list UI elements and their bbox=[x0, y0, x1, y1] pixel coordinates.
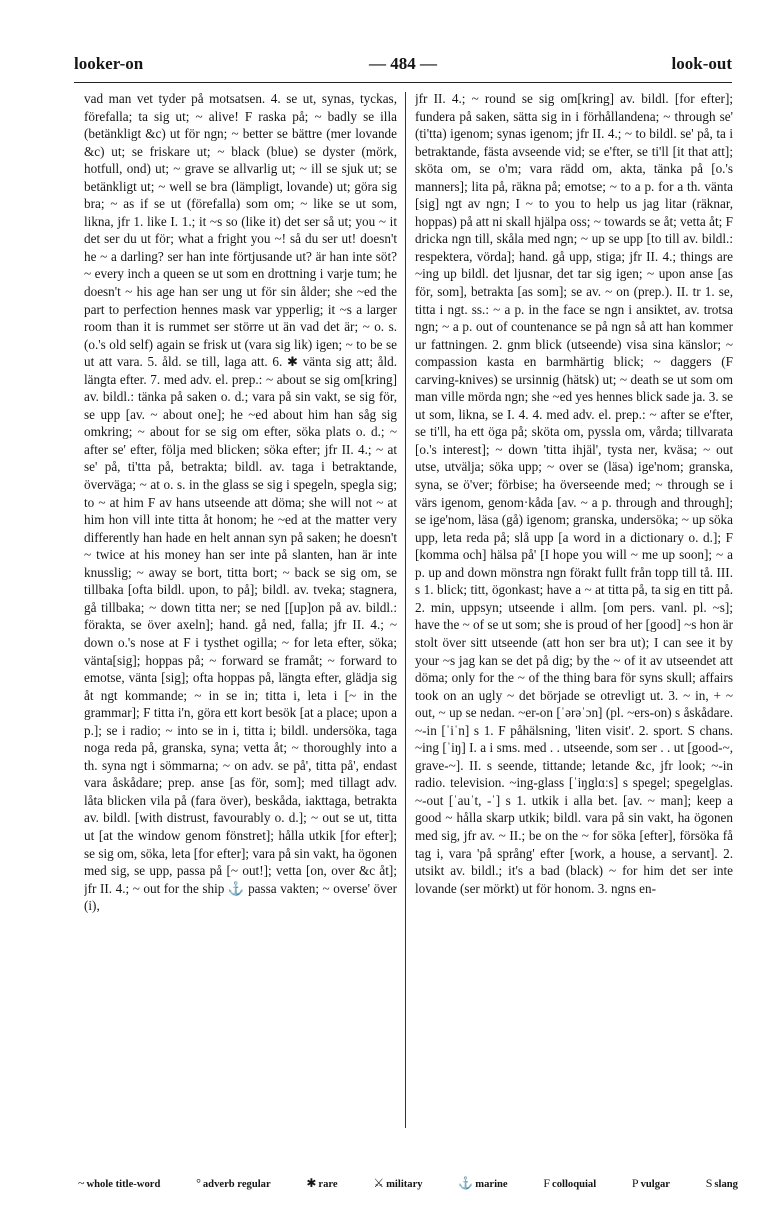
letter-p-icon: P bbox=[631, 1176, 639, 1190]
legend-label: slang bbox=[714, 1179, 738, 1190]
legend-item bbox=[458, 1176, 507, 1191]
tilde-icon: ~ bbox=[78, 1176, 85, 1190]
left-guide-word: looker-on bbox=[74, 54, 144, 73]
legend-label: military bbox=[386, 1179, 423, 1190]
legend-label: colloquial bbox=[552, 1179, 597, 1190]
legend-label: vulgar bbox=[640, 1179, 670, 1190]
legend-item bbox=[373, 1176, 422, 1191]
legend-item bbox=[632, 1176, 670, 1191]
legend-label: rare bbox=[318, 1179, 338, 1190]
degree-icon: ° bbox=[196, 1176, 201, 1190]
legend-label: marine bbox=[475, 1179, 508, 1190]
crossed-swords-icon: ⚔ bbox=[373, 1176, 385, 1190]
letter-s-icon: S bbox=[705, 1176, 713, 1190]
anchor-icon: ⚓ bbox=[458, 1176, 474, 1190]
legend-item bbox=[706, 1176, 738, 1191]
page-number: — 484 — bbox=[369, 54, 437, 73]
page-header bbox=[74, 54, 732, 82]
legend-item bbox=[196, 1176, 271, 1191]
legend-label: whole title-word bbox=[86, 1179, 161, 1190]
legend-item bbox=[306, 1176, 337, 1191]
right-column-text: jfr II. 4.; ~ round se sig om[kring] av. bildl. [for efter]; fundera på saken, sätta sig in i förhållandena; ~ through se' (ti'tta) igenom; synas igenom; jfr II. 4.; ~ to bildl. se' på, ta i betraktande, fästa avseende vid; se e'fter, se ti'll [it that att]; sköta om, se o'm; vara rädd om, akta, tänka på [o.'s manners]; lita på, räkna på; emotse; ~ to a p. for a th. vänta [sig] ngt av ngn; I ~ to you to help us jag litar (räknar, hoppas) på att ni skall hjälpa oss; ~ towards se åt; vetta åt; F dricka ngn till, skåla med ngn; ~ up se upp [to till av. bildl.: respektera, vörda]; hand. gå upp, stiga; jfr II. 4.; things are ~ing up bildl. det ljusnar, det tar sig igen; ~ upon anse [as för, som], betrakta [as som]; se av. ~ on (prep.). II. tr 1. se, titta i ngt. ss.: ~ a p. in the face se ngn i ansiktet, av. trotsa ngn; ~ a p. out of countenance se på ngn så att han kommer ur fattningen. 2. gnm blick (utseende) visa sina känslor; ~ compassion kasta en barmhärtig blick; ~ daggers (F carving-knives) se ursinnig (hätsk) ut; ~ death se ut som om man ville mörda ngn; she ~ed yes hennes blick sade ja. 3. se ut som, likna, se I. 4. 4. med adv. el. prep.: ~ after se e'fter, se ti'll, ha ett öga på; sköta om, pyssla om, vårda; tillvarata [o.'s interest]; ~ down 'titta ihjäl', tysta ner, kväsa; ~ out utse, utvälja; söka upp; ~ over se (läsa) ige'nom; granska, syna, se ö'ver; förbise; ha överseende med; ~ through se i värs igenom, genom·kåda [av. ~ a p. through and through]; se ige'nom, läsa (gå) igenom; granska, undersöka; ~ up söka upp, leta reda på; slå upp [a word in a dictionary o. d.]; F [komma och] hälsa på' [I hope you will ~ me up soon]; ~ a p. up and down mönstra ngn förakt fullt från topp till tå. III. s 1. blick; titt, ögonkast; have a ~ at titta på, ta sig en titt på. 2. min, uppsyn; utseende i allm. [om pers. vanl. pl. ~s]; have the ~ of se ut som; she is proud of her [good] ~s hon är stolt över sitt utseende (att hon ser bra ut); I can see it by your ~s jag kan se det på dig; by the ~ of it av utseendet att döma; only for the ~ of the thing bara för syns skull; affairs took on an ugly ~ det började se otrevligt ut. 3. ~ in, + ~ out, ~ up se nedan. ~er-on [ˈərəˈɔn] (pl. ~ers-on) s åskådare. ~-in [ˈiˈn] s 1. F påhälsning, 'liten visit'. 2. sport. S chans. ~ing [ˈiŋ] I. a i sms. med . . utseende, som ser . . ut [good-~, grave-~]. II. s seende, tittande; letande &c, jfr look; ~-in radio. television. ~ing-glass [ˈiŋglɑːs] s spegel; spegelglas. ~-out [ˈauˈt, -ˈ] s 1. utkik i alla bet. [av. ~ man]; keep a good ~ hålla skarp utkik; bildl. vara på sin vakt, ha ögonen med sig, jfr av. ~ II.; be on the ~ for söka [efter], försöka få tag i, vara 'på språng' efter [work, a house, a servant]. 2. utsikt av. bildl.; it's a bad (black) ~ for him det ser inte lovande (ser mörkt) ut för honom. 3. ngns en- bbox=[415, 91, 733, 896]
asterisk-icon: ✱ bbox=[306, 1176, 317, 1190]
column-divider bbox=[405, 92, 406, 1128]
left-column-text: vad man vet tyder på motsatsen. 4. se ut, synas, tyckas, förefalla; ta sig ut; ~ alive! F raska på; ~ badly se illa (betänkligt &c) ut för ngn; ~ better se bättre (mer lovande &c) ut; se friskare ut; ~ black (blue) se dyster (mörk, hotfull, ond) ut; ~ grave se allvarlig ut; ~ ill se sjuk ut; se betänkligt ut; ~ well se bra (lämpligt, lovande) ut; göra sig bra; ~ as if se ut (förefalla) som om; ~ like se ut som, likna, jfr 1. like I. 1.; it ~s so (like it) det ser så ut; you ~ it det ser du ut för; what a fright you ~! så du ser ut! doesn't he ~ a darling? ser han inte förtjusande ut? är han inte söt? ~ every inch a queen se ut som en drottning i varje tum; he doesn't ~ his age han ser ung ut för sin ålder; she ~ed the part to perfection hennes mask var ypperlig; it ~s a larger room than it is rummet ser större ut än vad det är; ~ o. s. (o.'s old self) again se frisk ut (vara sig lik) igen; ~ to be se ut att vara. 5. åld. se till, laga att. 6. ✱ vänta sig att; åld. längta efter. 7. med adv. el. prep.: ~ about se sig om[kring] av. bildl.: tänka på saken o. d.; vara på sin vakt, se sig för, se upp [av. ~ about one]; he ~ed about him han såg sig omkring; ~ about for se sig om efter, söka plats o. d.; ~ after se' efter, följa med blicken; söka efter; jfr II. 4.; ~ at se' på, ti'tta på, betrakta; bildl. av. taga i betraktande, överväga; ~ at o. s. in the glass se sig i spegeln, spegla sig; to ~ at him F av hans utseende att döma; she will not ~ at him hon vill inte titta åt honom; he ~ed at the matter very differently han hade en helt annan syn på saken; he doesn't ~ twice at his money han ser inte på slanten, han är inte knusslig; ~ away se bort, titta bort; ~ back se sig om, se tillbaka [ofta bildl. upon, to på]; bildl. av. tveka; stagnera, gå tillbaka; ~ down titta ner; se ned [[up]on på av. bildl.: förakta, se över axeln]; hand. gå ned, falla; jfr II. 4.; ~ down o.'s nose at F i tysthet ogilla; ~ for leta efter, söka; vänta[sig]; hoppas på; ~ forward se framåt; ~ forward to emotse, vänta [sig]; ofta hoppas på, längta efter, glädja sig åt ngt kommande; ~ in se in; titta i, leta i [~ in the grammar]; F titta i'n, göra ett kort besök [at a place; upon a p.]; se i radio; ~ into se in i, titta i; bildl. undersöka, taga noga reda på, granska, syna; vetta åt; ~ thoroughly into a th. syna ngt i sömmarna; ~ on adv. se på', titta på', endast vara åskådare; prep. anse [as för, som]; med tillagt adv. låta blicken vila på (fara över), beskåda, iakttaga, betrakta av. bildl. [with distrust, favourably o. d.]; ~ out se ut, titta ut [at the window genom fönstret]; hålla utkik [for efter]; se sig om, söka, leta [for efter]; vara på sin vakt, ha ögonen med sig, se upp, passa på [~ out!]; vetta [on, over &c åt]; jfr II. 4.; ~ out for the ship ⚓ passa vakten; ~ overse' över (i), bbox=[84, 91, 397, 914]
right-column bbox=[415, 90, 733, 1130]
symbol-legend bbox=[78, 1176, 738, 1191]
legend-label: adverb regular bbox=[202, 1179, 271, 1190]
left-column bbox=[84, 90, 397, 1130]
legend-item bbox=[78, 1176, 160, 1191]
right-guide-word: look-out bbox=[671, 54, 732, 73]
legend-item bbox=[543, 1176, 596, 1191]
letter-f-icon: F bbox=[543, 1176, 551, 1190]
header-rule bbox=[74, 82, 732, 83]
